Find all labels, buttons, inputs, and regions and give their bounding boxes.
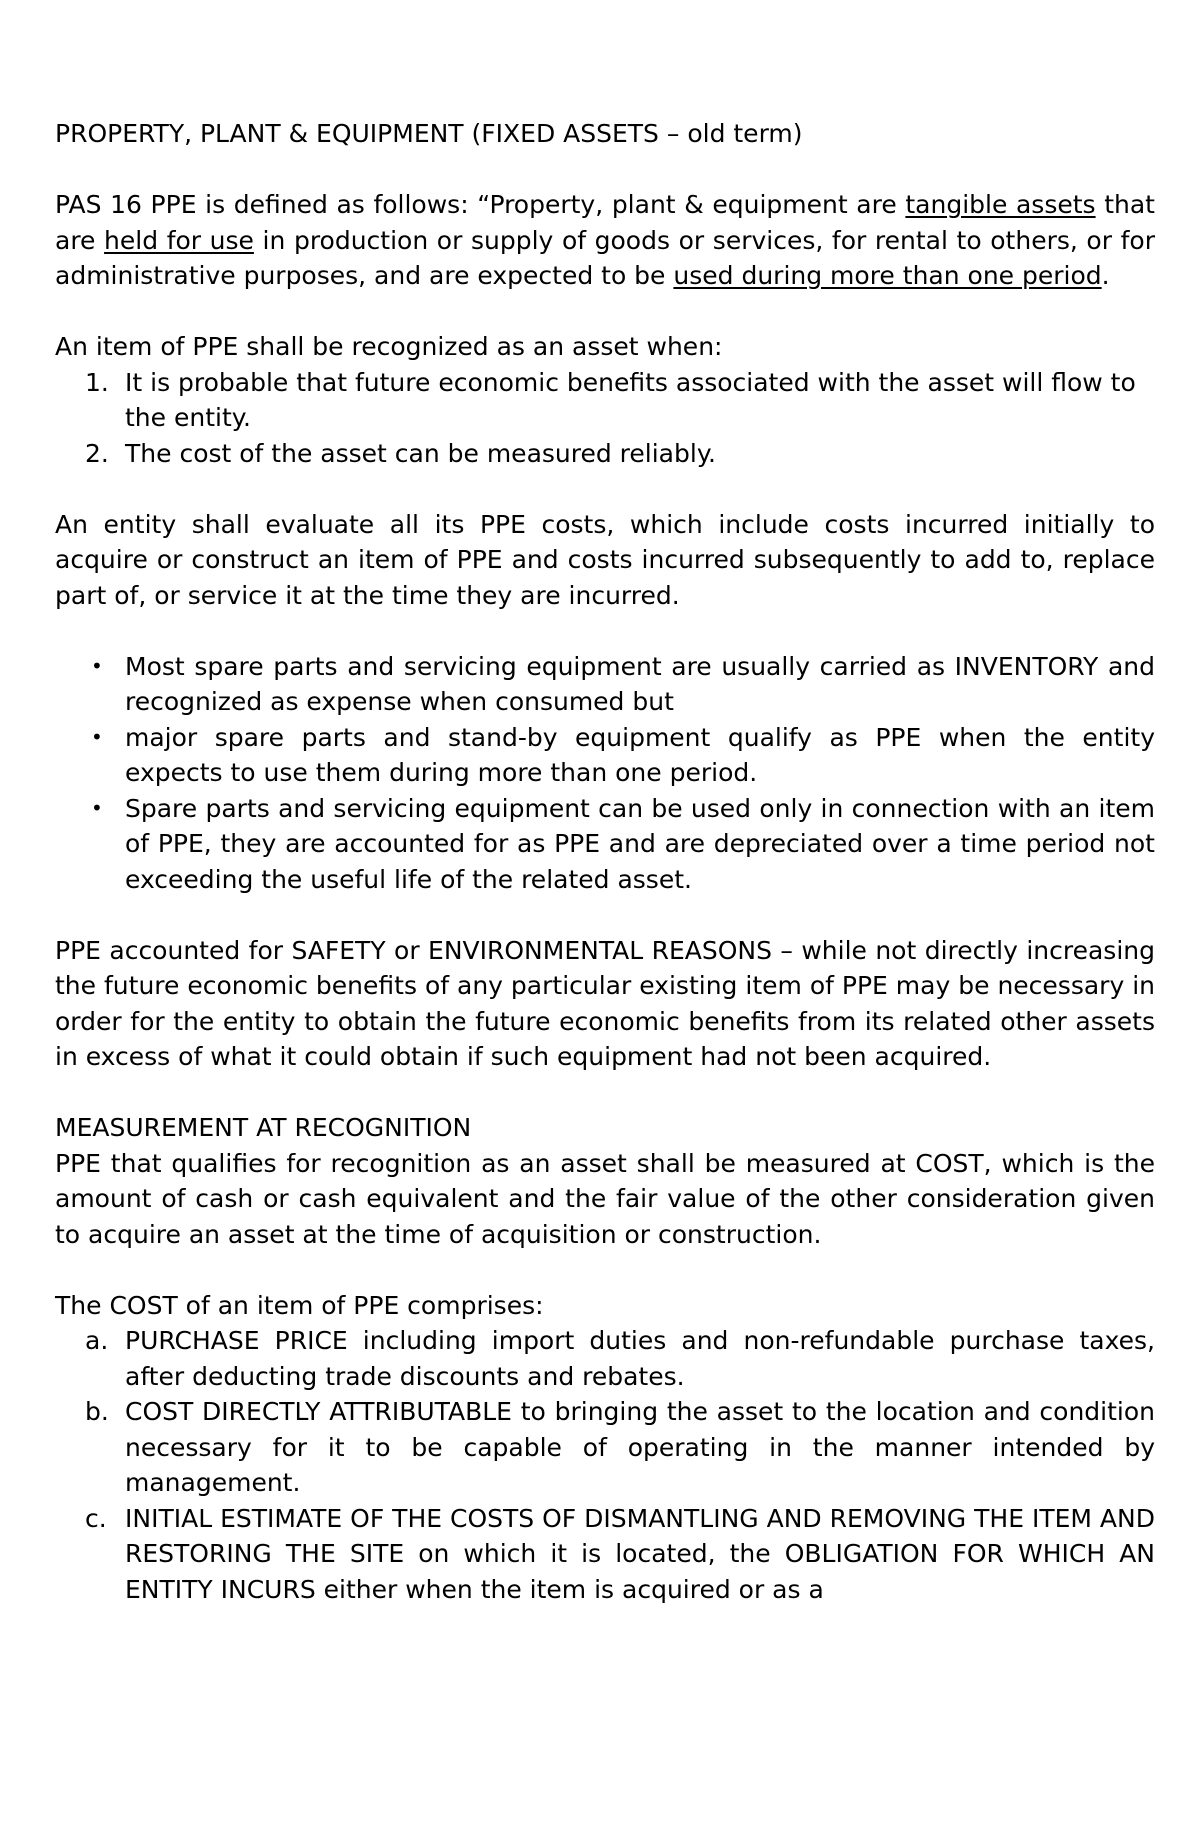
measurement-heading: MEASUREMENT AT RECOGNITION — [55, 1113, 472, 1142]
definition-lead: PAS 16 PPE is defined as follows: “Property, plant & equipment are — [55, 190, 906, 219]
measurement-paragraph: PPE that qualifies for recognition as an asset shall be measured at COST, which is the amount of cash or cash equivalent and the fair value of the other consideration given to acquire an asset at the time of acquisition or construction. — [55, 1148, 1155, 1249]
page-title: PROPERTY, PLANT & EQUIPMENT (FIXED ASSETS – old term) — [55, 119, 803, 148]
definition-text-2: that are — [55, 190, 1155, 255]
list-item — [55, 720, 1155, 791]
spacer — [55, 152, 1155, 188]
bullet-icon: • — [91, 653, 103, 678]
list-item-text: PURCHASE PRICE including import duties and non-refundable purchase taxes, after deducting trade discounts and rebates. — [125, 1326, 1155, 1391]
cost-intro: The COST of an item of PPE comprises: — [55, 1290, 544, 1320]
list-item-text: major spare parts and stand-by equipment qualify as PPE when the entity expects to use them during more than one period. — [125, 722, 1155, 787]
list-marker: 2. — [85, 438, 109, 468]
list-item-text: INITIAL ESTIMATE OF THE COSTS OF DISMANTLING AND REMOVING THE ITEM AND RESTORING THE SITE on which it is located, the OBLIGATION FOR WHICH AN ENTITY INCURS either when the item is acquired or as a — [125, 1503, 1155, 1604]
list-marker: 1. — [85, 367, 109, 397]
definition-underline-2: held for use — [104, 225, 254, 255]
evaluate-paragraph: An entity shall evaluate all its PPE costs, which include costs incurred initially to acquire or construct an item of PPE and costs incurred subsequently to add to, replace part of, or service it at the time they are incurred. — [55, 509, 1155, 610]
spacer — [55, 1075, 1155, 1111]
bullet-icon: • — [91, 724, 103, 749]
spacer — [55, 471, 1155, 507]
list-item — [55, 1323, 1155, 1394]
definition-underline-3: used during more than one period — [673, 261, 1102, 290]
document-page — [55, 116, 1155, 1607]
list-marker: b. — [85, 1397, 109, 1426]
list-item — [55, 649, 1155, 720]
spacer — [55, 613, 1155, 649]
definition-paragraph — [55, 187, 1155, 294]
definition-underline-1: tangible assets — [905, 190, 1096, 219]
definition-text-3: in production or supply of goods or services, for rental to others, or for administrative purposes, and are expected to be — [55, 225, 1155, 290]
list-item-text: Spare parts and servicing equipment can be used only in connection with an item of PPE, they are accounted for as PPE and are depreciated over a time period not exceeding the useful life of the related asset. — [125, 793, 1155, 894]
cost-list — [55, 1323, 1155, 1607]
list-item-text: It is probable that future economic benefits associated with the asset will flow to the entity. — [125, 367, 1136, 432]
list-item — [55, 436, 1155, 472]
recognition-list — [55, 365, 1155, 472]
spacer — [55, 1252, 1155, 1288]
list-item-text: The cost of the asset can be measured reliably. — [125, 438, 716, 468]
list-marker: c. — [85, 1503, 107, 1533]
list-item — [55, 1501, 1155, 1608]
list-item — [55, 365, 1155, 436]
bullet-list — [55, 649, 1155, 898]
safety-paragraph: PPE accounted for SAFETY or ENVIRONMENTAL REASONS – while not directly increasing the future economic benefits of any particular existing item of PPE may be necessary in order for the entity to obtain the future economic benefits from its related other assets in excess of what it could obtain if such equipment had not been acquired. — [55, 935, 1155, 1071]
list-marker: a. — [85, 1326, 109, 1355]
bullet-icon: • — [91, 795, 103, 820]
spacer — [55, 897, 1155, 933]
recognition-intro: An item of PPE shall be recognized as an asset when: — [55, 332, 723, 361]
list-item — [55, 791, 1155, 898]
spacer — [55, 294, 1155, 330]
list-item-text: Most spare parts and servicing equipment are usually carried as INVENTORY and recognized as expense when consumed but — [125, 651, 1155, 716]
definition-text-4: . — [1101, 261, 1110, 290]
list-item — [55, 1394, 1155, 1501]
list-item-text: COST DIRECTLY ATTRIBUTABLE to bringing the asset to the location and condition necessary for it to be capable of operating in the manner intended by management. — [125, 1397, 1155, 1497]
